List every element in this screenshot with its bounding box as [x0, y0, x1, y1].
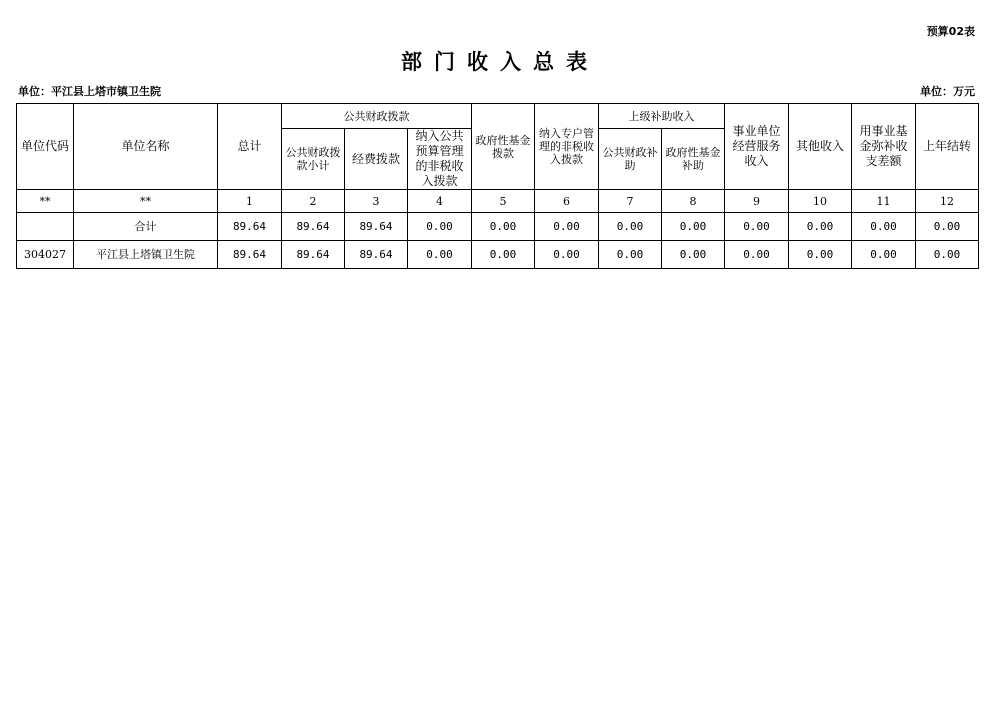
- index-cell: 9: [725, 190, 789, 213]
- index-cell: 4: [408, 190, 472, 213]
- index-cell: 8: [662, 190, 725, 213]
- unit-code-cell: [17, 213, 74, 241]
- unit-name-cell: 合计: [74, 213, 218, 241]
- value-cell: 0.00: [599, 213, 662, 241]
- col-header-other-income: 其他收入: [789, 104, 852, 190]
- index-cell: 11: [852, 190, 916, 213]
- index-cell: **: [17, 190, 74, 213]
- index-cell: **: [74, 190, 218, 213]
- col-header-operating-funds: 经费拨款: [345, 129, 408, 190]
- table-row-total: [17, 213, 979, 241]
- value-cell: 0.00: [662, 241, 725, 269]
- col-header-fund-offset: 用事业基金弥补收支差额: [852, 104, 916, 190]
- col-header-carryover: 上年结转: [916, 104, 979, 190]
- value-cell: 89.64: [345, 241, 408, 269]
- unit-label: 单位：平江县上塔市镇卫生院: [18, 85, 161, 98]
- index-cell: 10: [789, 190, 852, 213]
- index-cell: 1: [218, 190, 282, 213]
- page-title: 部门收入总表: [401, 50, 599, 74]
- value-cell: 0.00: [408, 213, 472, 241]
- value-cell: 89.64: [282, 213, 345, 241]
- index-row: [17, 190, 979, 213]
- value-cell: 0.00: [535, 213, 599, 241]
- value-cell: 0.00: [916, 241, 979, 269]
- index-cell: 6: [535, 190, 599, 213]
- col-header-superior-gov-fund: 政府性基金补助: [662, 129, 725, 190]
- col-group-superior-subsidy: 上级补助收入: [599, 104, 725, 129]
- value-cell: 0.00: [472, 213, 535, 241]
- value-cell: 0.00: [725, 213, 789, 241]
- unit-name-cell: 平江县上塔镇卫生院: [74, 241, 218, 269]
- value-cell: 89.64: [218, 213, 282, 241]
- value-cell: 0.00: [472, 241, 535, 269]
- col-header-business-income: 事业单位经营服务收入: [725, 104, 789, 190]
- index-cell: 3: [345, 190, 408, 213]
- table-row: [17, 241, 979, 269]
- value-cell: 0.00: [535, 241, 599, 269]
- col-header-public-finance-subtotal: 公共财政拨款小计: [282, 129, 345, 190]
- col-group-public-finance: 公共财政拨款: [282, 104, 472, 129]
- value-cell: 0.00: [852, 213, 916, 241]
- col-header-code: 单位代码: [17, 104, 74, 190]
- col-header-total: 总计: [218, 104, 282, 190]
- col-header-non-tax-budget: 纳入公共预算管理的非税收入拨款: [408, 129, 472, 190]
- value-cell: 0.00: [408, 241, 472, 269]
- value-cell: 0.00: [725, 241, 789, 269]
- value-cell: 89.64: [218, 241, 282, 269]
- index-cell: 7: [599, 190, 662, 213]
- index-cell: 12: [916, 190, 979, 213]
- value-cell: 89.64: [345, 213, 408, 241]
- value-cell: 0.00: [852, 241, 916, 269]
- index-cell: 2: [282, 190, 345, 213]
- col-header-superior-public-finance: 公共财政补助: [599, 129, 662, 190]
- col-header-name: 单位名称: [74, 104, 218, 190]
- value-cell: 0.00: [789, 213, 852, 241]
- col-header-gov-fund: 政府性基金拨款: [472, 104, 535, 190]
- value-cell: 89.64: [282, 241, 345, 269]
- currency-label: 单位：万元: [920, 85, 975, 98]
- unit-code-cell: 304027: [17, 241, 74, 269]
- form-code: 预算02表: [926, 25, 975, 38]
- value-cell: 0.00: [662, 213, 725, 241]
- index-cell: 5: [472, 190, 535, 213]
- value-cell: 0.00: [599, 241, 662, 269]
- col-header-special-non-tax: 纳入专户管理的非税收入拨款: [535, 104, 599, 190]
- value-cell: 0.00: [916, 213, 979, 241]
- income-summary-table: [16, 103, 979, 269]
- value-cell: 0.00: [789, 241, 852, 269]
